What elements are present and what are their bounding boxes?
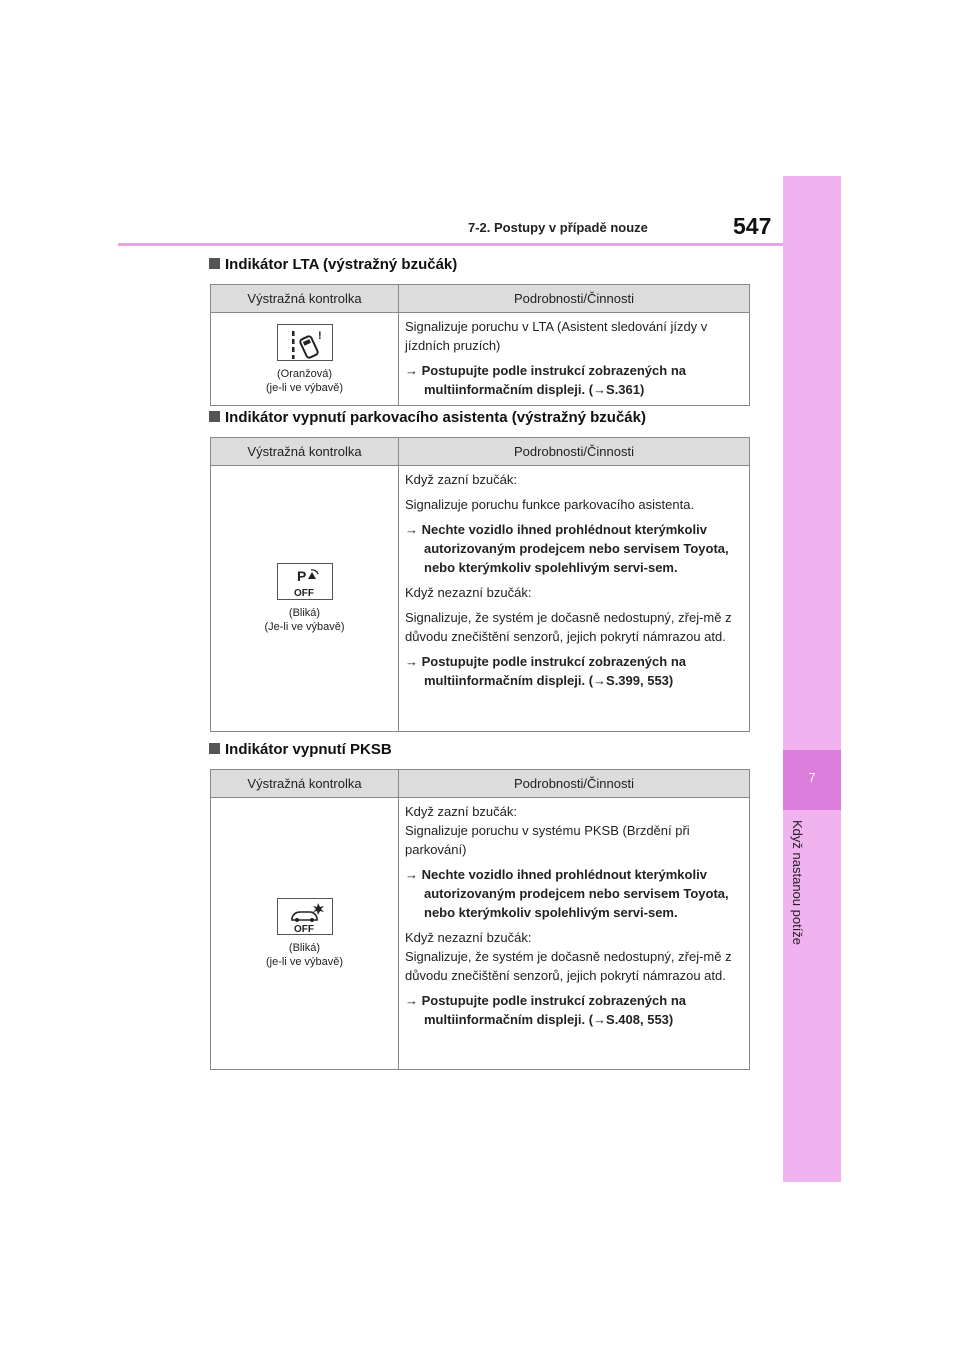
lta-warning-icon (277, 324, 333, 361)
indicator-color-note: (Oranžová) (276, 367, 333, 380)
detail-text: Když zazní bzučák: Signalizuje poruchu v systému PKSB (Brzdění při parkování) (405, 804, 690, 857)
detail-action: → Nechte vozidlo ihned prohlédnout kterýmkoliv autorizovaným prodejcem nebo servisem Toyota, nebo kterýmkoliv spolehlivým servi-sem. (405, 867, 729, 920)
warning-table-lta (210, 284, 750, 406)
detail-text: Když zazní bzučák: (405, 472, 517, 487)
section-heading-parking-assist (209, 409, 646, 426)
chapter-side-strip (783, 176, 841, 1182)
section-heading-text: Indikátor LTA (výstražný bzučák) (225, 256, 458, 273)
col-header-indicator: Výstražná kontrolka (211, 770, 399, 798)
section-heading-lta (209, 256, 457, 273)
warning-table-parking-assist (210, 437, 750, 732)
detail-text: Signalizuje, že systém je dočasně nedostupný, zřej-mě z důvodu znečištění senzorů, jejich pokrytí námrazou atd. (405, 610, 732, 644)
svg-text:!: ! (317, 329, 322, 342)
svg-text:OFF: OFF (293, 588, 314, 599)
col-header-indicator: Výstražná kontrolka (211, 438, 399, 466)
detail-action: → Nechte vozidlo ihned prohlédnout kterýmkoliv autorizovaným prodejcem nebo servisem Toyota, nebo kterýmkoliv spolehlivým servi-sem. (405, 522, 729, 575)
svg-text:OFF: OFF (293, 924, 314, 935)
parking-assist-off-icon (277, 563, 333, 600)
svg-text:P: P (296, 568, 306, 584)
section-heading-pksb (209, 741, 392, 758)
details-cell (399, 466, 750, 732)
indicator-blink-note: (Bliká) (288, 607, 321, 619)
details-cell (399, 313, 750, 406)
detail-text: Signalizuje poruchu v LTA (Asistent sledování jízdy v jízdních pruzích) (405, 319, 708, 353)
col-header-details: Podrobnosti/Činnosti (399, 770, 750, 798)
details-cell (399, 798, 750, 1070)
detail-text: Když nezazní bzučák: (405, 585, 532, 600)
detail-action: → Postupujte podle instrukcí zobrazených na multiinformačním displeji. (→S.408, 553) (405, 993, 686, 1027)
indicator-availability-note: (je-li ve výbavě) (265, 381, 344, 394)
square-bullet-icon (209, 258, 220, 269)
page-number: 547 (733, 213, 772, 239)
col-header-details: Podrobnosti/Činnosti (399, 285, 750, 313)
indicator-cell (211, 466, 399, 732)
detail-action: → Postupujte podle instrukcí zobrazených na multiinformačním displeji. (→S.399, 553) (405, 654, 686, 688)
chapter-title: Když nastanou potíže (790, 820, 805, 946)
warning-table-pksb (210, 769, 750, 1070)
indicator-cell (211, 798, 399, 1070)
square-bullet-icon (209, 411, 220, 422)
col-header-indicator: Výstražná kontrolka (211, 285, 399, 313)
col-header-details: Podrobnosti/Činnosti (399, 438, 750, 466)
indicator-availability-note: (je-li ve výbavě) (265, 956, 344, 968)
indicator-availability-note: (Je-li ve výbavě) (264, 621, 345, 633)
chapter-number: 7 (808, 770, 816, 785)
detail-text: Když nezazní bzučák: Signalizuje, že systém je dočasně nedostupný, zřej-mě z důvodu znečištění senzorů, jejich pokrytí námrazou atd. (405, 930, 732, 983)
detail-text: Signalizuje poruchu funkce parkovacího asistenta. (405, 497, 695, 512)
square-bullet-icon (209, 743, 220, 754)
pksb-off-icon (277, 898, 333, 935)
indicator-blink-note: (Bliká) (288, 942, 321, 954)
header-rule (118, 243, 783, 246)
detail-action: → Postupujte podle instrukcí zobrazených na multiinformačním displeji. (→S.361) (405, 363, 686, 397)
section-heading-text: Indikátor vypnutí parkovacího asistenta (výstražný bzučák) (225, 409, 646, 426)
indicator-cell (211, 313, 399, 406)
section-heading-text: Indikátor vypnutí PKSB (225, 741, 392, 758)
section-header-title: 7-2. Postupy v případě nouze (468, 220, 648, 235)
